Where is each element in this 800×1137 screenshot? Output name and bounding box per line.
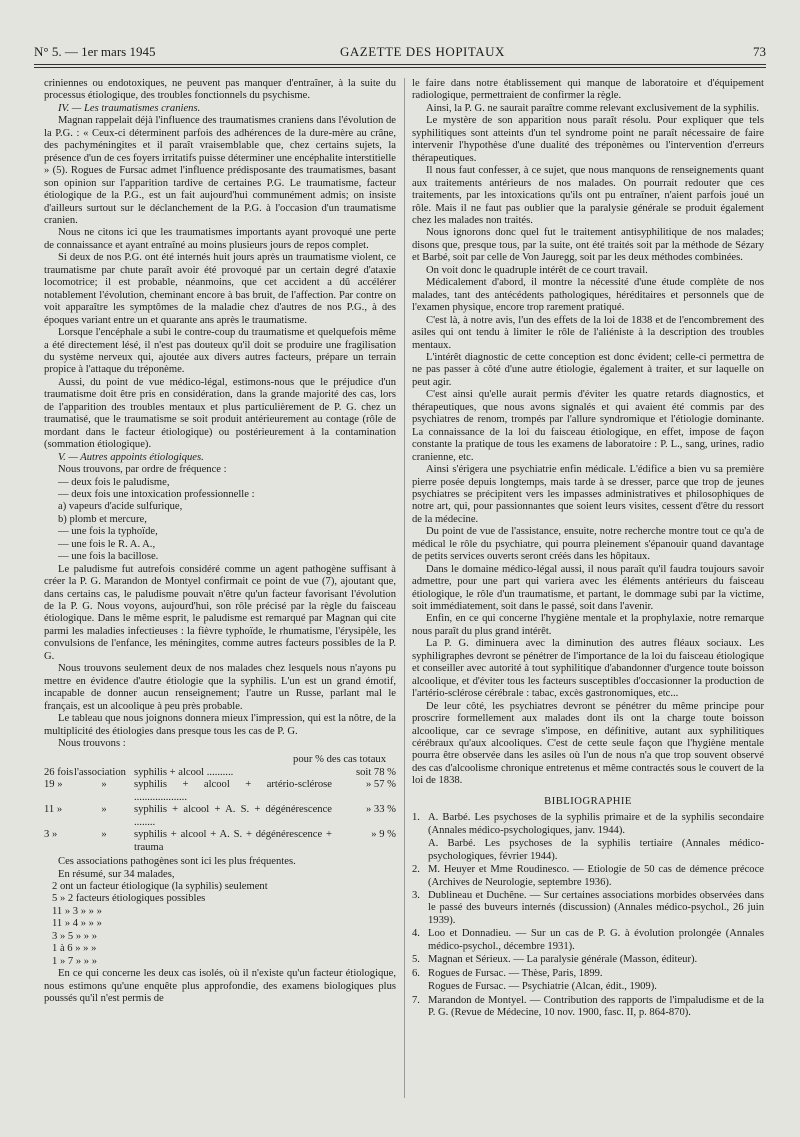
paragraph: Enfin, en ce qui concerne l'hygiène mentale et la prophylaxie, notre remarque nous paraît du plus grand intérêt.	[412, 613, 764, 637]
bibliography-number: 2.	[412, 864, 420, 876]
table-cell-pct: » 9 %	[371, 829, 396, 841]
table-cell-count: 3 »	[44, 829, 58, 841]
paragraph: Ainsi, la P. G. ne saurait paraître comme relevant exclusivement de la syphilis.	[426, 102, 760, 114]
paragraph: Ces associations pathogènes sont ici les plus fréquentes.	[58, 856, 296, 868]
summary-row: 11 » 3 » » »	[52, 905, 102, 917]
paragraph: La P. G. diminuera avec la diminution des autres fléaux sociaux. Les syphiligraphes devront se pénétrer de l'importance de la loi du faisceau étiologique et conseiller avec autorité à tout syphilitique d'abandonner d'urgence toute boisson alcoolique, et d'éviter tous les facteurs susceptibles d'occasionner la production de l'artério-sclérose cérébrale : tabac, excès gastronomiques, etc...	[412, 638, 764, 700]
summary-list	[44, 881, 396, 968]
bibliography-text: Loo et Donnadieu. — Sur un cas de P. G. à évolution prolongée (Annales médico-psychol., décembre 1931).	[428, 928, 764, 952]
paragraph: Le tableau que nous joignons donnera mieux l'impression, qui est la nôtre, de la multiplicité des étiologies dans presque tous les cas de P. G.	[44, 713, 396, 737]
paragraph: Aussi, du point de vue médico-légal, estimons-nous que le préjudice d'un traumatisme doit être pris en considération, dans la grande majorité des cas, lors de l'apparition des troubles mentaux et plus particulièrement de P. G. chez un traumatisé, que le traumatisme se soit produit antérieurement au contage (rôle de mordant dans le facteur étiologique) ou postérieurement à la contamination (sommation étiologique).	[44, 376, 396, 451]
bibliography-number	[412, 838, 428, 863]
list-item: — deux fois une intoxication professionnelle :	[58, 488, 255, 500]
paragraph: Lorsque l'encéphale a subi le contre-coup du traumatisme et quelquefois même a été directement lésé, il n'est pas douteux qu'il doit se produire une fragilisation du système nerveux qui, ajoutée aux divers autres facteurs, prépare un terrain propice à l'attaque du tréponème.	[44, 327, 396, 376]
bibliography-text: Marandon de Montyel. — Contribution des rapports de l'impaludisme et de la P. G. (Revue de Médecine, 10 nov. 1900, fasc. II, p. 864-870).	[428, 994, 764, 1019]
list-item: — une fois la bacillose.	[58, 551, 159, 563]
bibliography-text: Magnan et Sérieux. — La paralysie générale (Masson, éditeur).	[428, 954, 698, 966]
paragraph: Dans le domaine médico-légal aussi, il nous paraît qu'il faudra toujours savoir admettre, pour une part qui variera avec les éléments antérieurs du faisceau étiologique, le rôle d'un traumatisme, et partant, le dommage subi par la victime, soit immédiatement, soit dans le passé, soit dans l'avenir.	[412, 563, 764, 613]
list-item: b) plomb et mercure,	[58, 513, 147, 525]
bibliography-item	[412, 838, 764, 863]
bibliography-number: 1.	[412, 812, 420, 824]
paragraph: Le paludisme fut autrefois considéré comme un agent pathogène suffisant à créer la P. G. Marandon de Montyel confirmait ce point de vue (7), ajoutant que, dans certains cas, le paludisme pouvait n'être qu'un facteur favorisant l'évolution de la P. G. Nous voyons, aujourd'hui, son rôle précisé par la règle du faisceau étiologique. Dans le même esprit, le paludisme est remarqué par Magnan qui cite parmi les maladies infectieuses : la fièvre typhoïde, le rhumatisme, l'érysipèle, les convulsions de l'enfance, les méningites, comme autres facteurs possibles de la P. G.	[44, 563, 396, 662]
bibliography-item	[412, 954, 764, 966]
summary-row: 5 » 2 facteurs étiologiques possibles	[52, 893, 206, 905]
journal-title: GAZETTE DES HOPITAUX	[340, 44, 505, 59]
section-title: IV. — Les traumatismes craniens.	[58, 102, 201, 114]
bibliography-text: A. Barbé. Les psychoses de la syphilis tertiaire (Annales médico-psychologiques, février 1944).	[428, 838, 764, 862]
bibliography-text: A. Barbé. Les psychoses de la syphilis primaire et de la syphilis secondaire (Annales médico-psychologiques, janv. 1944).	[428, 812, 764, 836]
bibliography-title: BIBLIOGRAPHIE	[544, 795, 632, 807]
table-cell-desc: syphilis + alcool ..........	[134, 766, 234, 778]
paragraph: Ainsi s'érigera une psychiatrie enfin médicale. L'édifice a bien vu sa première pierre posée depuis longtemps, mais tarde à se dresser, parce que trop de jeunes psychiatres se précipitent vers les impasses administratives et philosophiques de notre art, qui, pour passionnantes que soient leurs visites, cessent d'être du ressort de la médecine.	[412, 464, 764, 525]
list-item: — une fois le R. A. A.,	[58, 538, 156, 550]
table-cell-desc: syphilis + alcool + A. S. + dégénérescence ........	[134, 804, 332, 828]
paragraph: Le mystère de son apparition nous paraît résolu. Pour expliquer que tels syphilitiques sont atteints d'un tel syndrome point ne paraît nécessaire de faire intervenir l'hypothèse d'une dualité des tréponèmes ou l'intervention d'erreurs thérapeutiques.	[412, 115, 764, 164]
paragraph: En ce qui concerne les deux cas isolés, où il n'existe qu'un facteur étiologique, nous estimons qu'une enquête plus approfondie, des examens biologiques plus poussés qu'il n'est permis de	[44, 968, 396, 1005]
list-item: — deux fois le paludisme,	[58, 476, 170, 488]
summary-row: 1 » 7 » » »	[52, 955, 98, 967]
table-cell-desc: syphilis + alcool + artério-sclérose ....................	[134, 779, 332, 803]
bibliography-item	[412, 981, 764, 993]
paragraph: criniennes ou endotoxiques, ne peuvent pas manquer d'entraîner, à la suite du processus étiologique, des troubles fonctionnels du psychisme.	[44, 78, 396, 102]
table-cell-context: »	[101, 804, 107, 816]
bibliography-item	[412, 890, 764, 927]
paragraph: Nous trouvons :	[58, 738, 126, 750]
table-row	[44, 829, 396, 854]
issue-date: N° 5. — 1er mars 1945	[34, 44, 156, 59]
paragraph: Magnan rappelait déjà l'influence des traumatismes craniens dans l'évolution de la P.G. : « Ceux-ci déterminent parfois des adhérences de la dure-mère au crâne, des pachyméningites et il paraît vraisemblable que, chez certains sujets, la présence d'un de ces foyers irritatifs puisse déterminer une encéphalite interstitielle » (5). Rogues de Fursac admet l'influence prédisposante des traumatismes, basant son opinion sur l'apparition tardive de certaines P.G. Le traumatisme, facteur étiologique de la P.G., est un fait aujourd'hui communément admis; on insiste d'ailleurs surtout sur le déclanchement de la P.G. à l'occasion d'un traumatisme cranien.	[44, 115, 396, 226]
bibliography-list	[412, 812, 764, 1019]
table-cell-pct: » 33 %	[365, 804, 396, 816]
paragraph: le faire dans notre établissement qui manque de laboratoire et d'équipement radiologique, permettraient de confirmer la règle.	[412, 78, 764, 102]
bibliography-number: 3.	[412, 890, 420, 901]
paragraph: Si deux de nos P.G. ont été internés huit jours après un traumatisme violent, ce traumatisme par chute paraît avoir été provoqué par un certain degré d'ataxie locomotrice; il est probable, néanmoins, que cet accident a dû accélérer notablement l'évolution, cheminant encore à bas bruit, de l'affection. Par contre on voit apparaître les symptômes de la maladie chez d'autres de nos P.G., à des époques variant entre un et quarante ans après le traumatisme.	[44, 252, 396, 326]
summary-row: 11 » 4 » » »	[52, 918, 102, 930]
etiology-list	[44, 477, 396, 564]
page-header	[34, 40, 766, 62]
table-cell-pct: » 57 %	[365, 779, 396, 791]
table-cell-desc: syphilis + alcool + A. S. + dégénérescence + trauma	[134, 829, 332, 853]
column-divider	[404, 78, 405, 1098]
paragraph: Nous trouvons, par ordre de fréquence :	[58, 464, 227, 476]
paragraph: En résumé, sur 34 malades,	[58, 868, 175, 880]
bibliography-number: 4.	[412, 928, 420, 940]
table-cell-pct: soit 78 %	[355, 766, 396, 778]
paragraph: Nous ignorons donc quel fut le traitement antisyphilitique de nos malades; disons que, presque tous, par la suite, ont été traités soit par la méthode de Sézary et Barbé, soit par celle de Von Jauregg, soit par les deux méthodes combinées.	[412, 227, 764, 264]
table-cell-context: l'association	[74, 766, 126, 778]
table-cell-count: 26 fois	[44, 766, 74, 778]
table-header: pour % des cas totaux	[293, 754, 386, 766]
summary-row: 2 ont un facteur étiologique (la syphilis) seulement	[52, 881, 268, 892]
table-row	[44, 767, 396, 779]
bibliography-item	[412, 812, 764, 837]
paragraph: De leur côté, les psychiatres devront se pénétrer du même principe pour proscrire formellement aux malades dont ils ont la charge toute boisson alcoolique, car ce sevrage s'impose, en définitive, autant aux syphilitiques cérébraux qu'aux alcooliques. C'est de cette seule façon que l'hygiène mentale pourra être observée dans les asiles où l'un de nous n'a que trop souvent observé des cas d'alcoolisme chronique entretenus et même contractés sous le couvert de la loi de 1838.	[412, 700, 764, 787]
bibliography-item	[412, 864, 764, 889]
bibliography-text: Dublineau et Duchêne. — Sur certaines associations morbides observées dans le passé des buveurs internés (discussion) (Annales médico-psychol., 26 juin 1939).	[428, 890, 764, 926]
table-cell-count: 11 »	[44, 804, 63, 816]
paragraph: Nous ne citons ici que les traumatismes importants ayant provoqué une perte de connaissance et ayant entraîné au moins plusieurs jours de repos complet.	[44, 227, 396, 251]
summary-row: 1 à 6 » » »	[52, 943, 97, 955]
table-row	[44, 779, 396, 804]
table-row	[44, 804, 396, 829]
bibliography-text: Rogues de Fursac. — Thèse, Paris, 1899.	[428, 967, 603, 979]
bibliography-number: 6.	[412, 967, 420, 979]
list-item: — une fois la typhoïde,	[58, 526, 158, 538]
bibliography-text: M. Heuyer et Mme Roudinesco. — Etiologie de 50 cas de démence précoce (Archives de Neurologie, septembre 1936).	[428, 864, 764, 888]
paragraph: Médicalement d'abord, il montre la nécessité d'une étude complète de nos malades, tant des antécédents pathologiques, héréditaires et personnels que de l'examen physique, encore trop rarement pratiqué.	[412, 277, 764, 314]
bibliography-item	[412, 995, 764, 1020]
paragraph: Du point de vue de l'assistance, ensuite, notre recherche montre tout ce qu'a de médical le rôle du psychiatre, qui pourra pleinement s'épanouir quand davantage de petits services ouverts seront créés dans les hôpitaux.	[412, 526, 764, 563]
paragraph: C'est ainsi qu'elle aurait permis d'éviter les quatre retards diagnostics, et thérapeutiques, que nous avons signalés et qui avaient été commis par des psychiatres de renom, trompés par l'allure syndromique et l'étiologie dominante. La connaissance de la loi du faisceau étiologique, en effet, impose de façon constante la pratique de tous les examens de laboratoire : P. L., sang, urines, radio cranienne, etc.	[412, 389, 764, 463]
paragraph: C'est là, à notre avis, l'un des effets de la loi de 1838 et de l'encombrement des asiles qui ont tendu à limiter le rôle de l'aliéniste à la description des troubles mentaux.	[412, 314, 764, 351]
paragraph: On voit donc le quadruple intérêt de ce court travail.	[426, 264, 648, 276]
left-column	[44, 78, 396, 1006]
summary-row: 3 » 5 » » »	[52, 930, 98, 942]
bibliography-text: Rogues de Fursac. — Psychiatrie (Alcan, édit., 1909).	[428, 981, 657, 993]
header-rule-top	[34, 64, 766, 65]
bibliography-number	[412, 981, 428, 993]
section-title: V. — Autres appoints étiologiques.	[58, 451, 204, 463]
header-rule-bottom	[34, 67, 766, 68]
bibliography-item	[412, 928, 764, 953]
page-number: 73	[753, 44, 766, 59]
table-cell-context: »	[101, 779, 107, 791]
right-column	[412, 78, 764, 1021]
association-table	[44, 754, 396, 854]
paragraph: L'intérêt diagnostic de cette conception est donc évident; celle-ci permettra de ne pas passer à côté d'une autre étiologie, également à traiter, et sur laquelle on peut agir.	[412, 351, 764, 388]
table-cell-context: »	[101, 829, 107, 841]
paragraph: Il nous faut confesser, à ce sujet, que nous manquons de renseignements quant aux traitements antérieurs de nos malades. On pourrait redouter que ces traitements, par les intoxications qu'ils ont pu entraîner, n'aient parfois joué un rôle. Mais il ne faut pas oublier que la paralysie générale se produit également chez les malades non traités.	[412, 165, 764, 226]
table-cell-count: 19 »	[44, 779, 63, 791]
bibliography-item	[412, 968, 764, 980]
bibliography-number: 7.	[412, 994, 420, 1006]
paragraph: Nous trouvons seulement deux de nos malades chez lesquels nous n'ayons pu mettre en évidence d'autre étiologie que la syphilis. L'un est un grand émotif, incapable de donner aucun renseignement; l'autre un Russe, parlant mal le français, est un alcoolique à peu près probable.	[44, 663, 396, 712]
bibliography-number: 5.	[412, 954, 420, 966]
list-item: a) vapeurs d'acide sulfurique,	[58, 501, 183, 513]
